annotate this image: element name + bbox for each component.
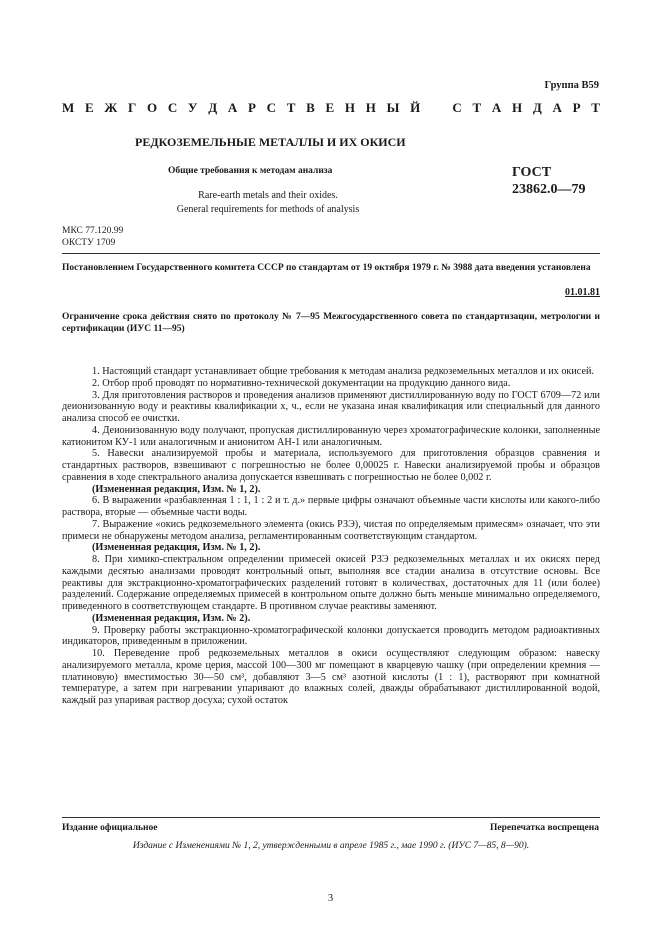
english-title [160,189,376,217]
official-edition-label: Издание официальное [62,823,158,833]
reprint-prohibited-label: Перепечатка воспрещена [489,823,599,833]
banner-letter: С [266,100,277,115]
banner-letter: Р [572,100,581,115]
clause-paragraph: 5. Навески анализируемой пробы и материала, используемого для приготовления образцов сравнения и стандартных растворов, взвешивают с погрешностью не более 0,00025 г. Навески анализируемой пробы и образцов сравнения в ходе спектрального анализа допускается взвешивать с погрешностью не более 0,002 г. [62,448,600,483]
limitation-note: Ограничение срока действия снято по протоколу № 7—95 Межгосударственного совета по стандартизации, метрологии и сертификации (ИУС 11—95) [62,312,600,334]
banner-letter: А [227,100,238,115]
page-number: 3 [327,893,334,904]
banner-letter: М [62,100,75,115]
banner-letter: У [187,100,198,115]
banner-letter: О [146,100,158,115]
mks-code: МКС 77.120.99 [62,226,124,236]
banner-letter: Д [208,100,218,115]
clause-paragraph: 2. Отбор проб проводят по нормативно-технической документации на продукцию данного вида. [92,377,511,389]
clause-paragraph: 4. Деионизованную воду получают, пропуская дистиллированную через хроматографические колонки, заполненные катионитом КУ-1 или аналогичным и анионитом АН-1 или аналогичным. [62,424,600,448]
banner-letter: Т [286,100,296,115]
banner-letter: Е [325,100,335,115]
banner-letter: Н [365,100,376,115]
amendment-note: (Измененная редакция, Изм. № 1, 2). [92,483,261,495]
effective-date: 01.01.81 [565,287,600,298]
classification-codes [62,225,123,249]
banner-letter: С [452,100,462,115]
divider-bottom [62,817,600,818]
clause-paragraph: 7. Выражение «окись редкоземельного элемента (окись РЗЭ), чистая по определяемым примесям» означает, что эти примеси не обнаружены методом анализа, регламентированным соответствующим стандартом. [62,518,600,542]
banner-letter: Н [344,100,356,115]
clause-paragraph: 1. Настоящий стандарт устанавливает общие требования к методам анализа редкоземельных металлов и их окисей. [92,366,594,377]
english-title-line-2: General requirements for methods of analysis [176,204,360,215]
banner-letter: А [491,100,502,115]
clause-paragraph: 8. При химико-спектральном определении примесей окисей РЗЭ редкоземельных металлах и их окисях перед каждыми десятью анализами проводят контрольный опыт, выполняя все стадии анализа в отсутствие основы. Все реактивы для экстракционно-хроматографических разделений готовят в количествах, достаточных для 11 (или более) разделений. Содержание определяемых примесей в контрольном опыте должно быть меньше минимально определяемого, приведенного в соответствующем стандарте. В противном случае реактивы заменяют. [62,554,600,612]
document-title: РЕДКОЗЕМЕЛЬНЫЕ МЕТАЛЛЫ И ИХ ОКИСИ [135,135,406,149]
interstate-standard-banner [62,100,600,116]
banner-letter: Д [532,100,542,115]
banner-letter: Г [127,100,137,115]
okstu-code: ОКСТУ 1709 [62,238,116,248]
decree-text: Постановлением Государственного комитета СССР по стандартам от 19 октября 1979 г. № 3988 дата введения установлена [62,263,591,273]
clause-paragraph: 6. В выражении «разбавленная 1 : 1, 1 : 2 и т. д.» первые цифры означают объемные части кислоты или какого-либо раствора, вторые — объемные части воды. [62,495,600,518]
banner-letter: Н [511,100,523,115]
banner-letter: В [306,100,315,115]
clause-paragraph: 10. Переведение проб редкоземельных металлов в окиси осуществляют следующим образом: навеску анализируемого металла, кроме церия, массой 100—300 мг помещают в кварцевую чашку (при определении кремния — платиновую) вместимостью 30—50 см³, добавляют 3—5 см³ азотной кислоты (1 : 1), растворяют при комнатной температуре, а затем при нагревании упаривают до влажных солей, дважды обрабатывают дистиллированной водой, каждый раз упаривая раствор досуха; сухой остаток [62,648,600,706]
document-body [62,366,600,707]
gost-designation [512,164,586,198]
document-subtitle: Общие требования к методам анализа [168,166,333,176]
banner-letter: Р [247,100,256,115]
amendment-note: (Измененная редакция, Изм. № 1, 2). [92,542,261,554]
banner-letter: Ы [386,100,400,115]
banner-letter: Т [591,100,600,115]
edition-note: Издание с Изменениями № 1, 2, утвержденными в апреле 1985 г., мае 1990 г. (ИУС 7—85, 8—90). [132,841,530,851]
banner-letter: Й [410,100,421,115]
amendment-note: (Измененная редакция, Изм. № 2). [92,612,251,624]
banner-letter: А [552,100,562,115]
divider-top [62,253,600,254]
banner-letter: Ж [104,100,118,115]
group-code: Группа В59 [544,80,599,91]
english-title-line-1: Rare-earth metals and their oxides. [198,190,338,201]
banner-letter: С [167,100,178,115]
banner-letter: Е [85,100,94,115]
gost-number: 23862.0—79 [512,182,586,197]
clause-paragraph: 9. Проверку работы экстракционно-хроматографической колонки допускается проводить методом радиоактивных индикаторов, приведенным в приложении. [62,624,600,648]
gost-label: ГОСТ [512,165,552,180]
clause-paragraph: 3. Для приготовления растворов и проведения анализов применяют дистиллированную воду по ГОСТ 6709—72 или деионизованную воду и реактивы квалификации х, ч., если не указана иная квалификация или специальный для данного анализа способ ее очистки. [62,389,600,424]
banner-letter: Т [472,100,482,115]
